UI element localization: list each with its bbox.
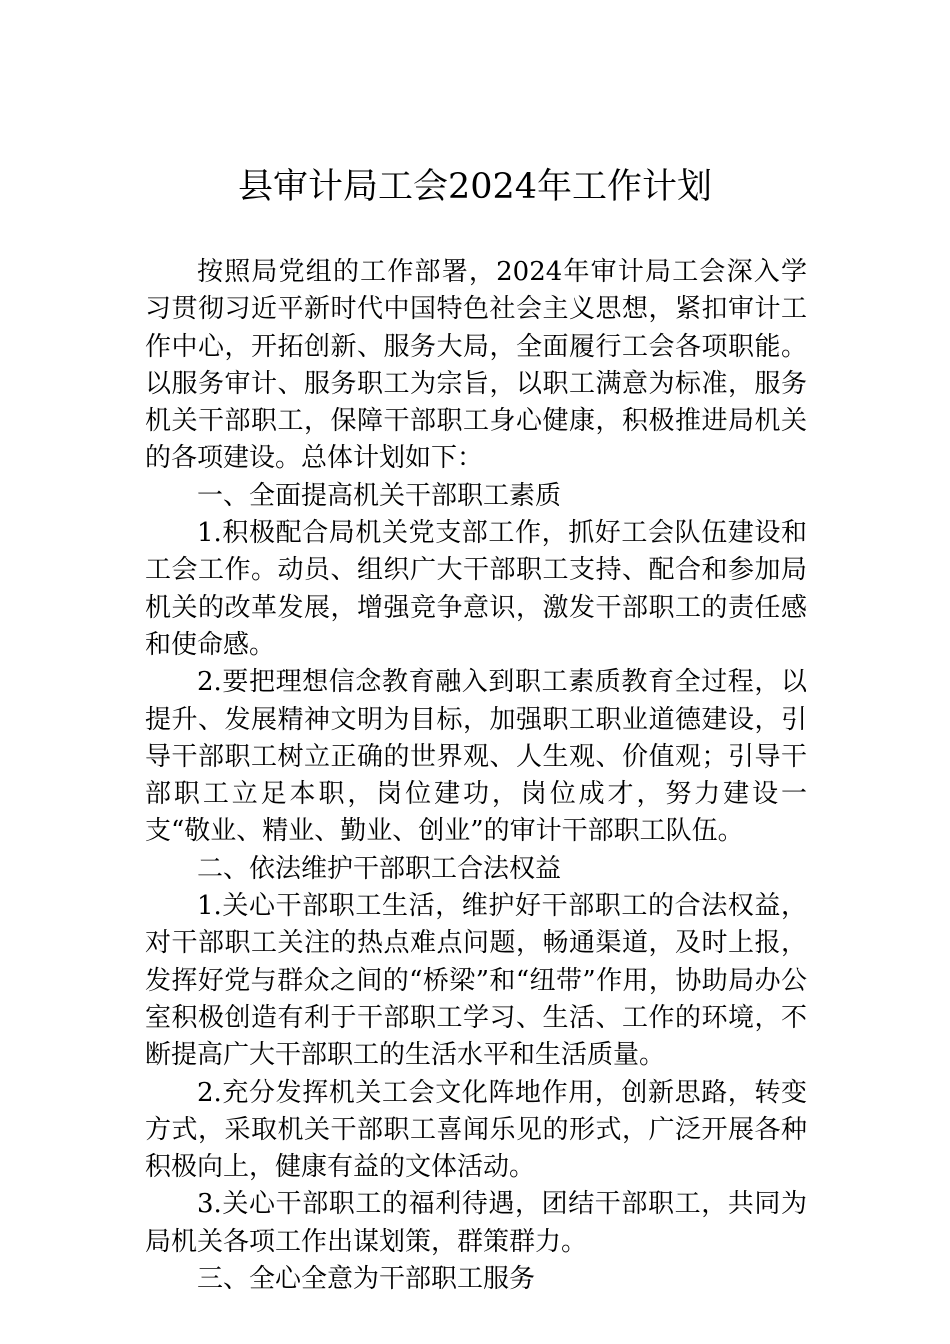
section-2-item-2: 2.充分发挥机关工会文化阵地作用，创新思路，转变方式，采取机关干部职工喜闻乐见的形式，广泛开展各种积极向上，健康有益的文体活动。 xyxy=(145,1077,807,1183)
section-2-item-3: 3.关心干部职工的福利待遇，团结干部职工，共同为局机关各项工作出谋划策，群策群力。 xyxy=(145,1189,807,1257)
section-heading-1: 一、全面提高机关干部职工素质 xyxy=(197,480,562,511)
section-1-item-1: 1.积极配合局机关党支部工作，抓好工会队伍建设和工会工作。动员、组织广大干部职工支持、配合和参加局机关的改革发展，增强竞争意识，激发干部职工的责任感和使命感。 xyxy=(145,518,807,660)
intro-paragraph: 按照局党组的工作部署，2024年审计局工会深入学习贯彻习近平新时代中国特色社会主义思想，紧扣审计工作中心，开拓创新、服务大局，全面履行工会各项职能。以服务审计、服务职工为宗旨，以职工满意为标准，服务机关干部职工，保障干部职工身心健康，积极推进局机关的各项建设。总体计划如下： xyxy=(145,257,807,474)
document-title: 县审计局工会2024年工作计划 xyxy=(237,167,713,207)
section-2-item-1: 1.关心干部职工生活，维护好干部职工的合法权益，对干部职工关注的热点难点问题，畅通渠道，及时上报，发挥好党与群众之间的“桥梁”和“纽带”作用，协助局办公室积极创造有利于干部职工学习、生活、工作的环境，不断提高广大干部职工的生活水平和生活质量。 xyxy=(145,891,807,1071)
document-body xyxy=(145,254,807,1298)
section-1-item-2: 2.要把理想信念教育融入到职工素质教育全过程，以提升、发展精神文明为目标，加强职工职业道德建设，引导干部职工树立正确的世界观、人生观、价值观；引导干部职工立足本职，岗位建功，岗位成才，努力建设一支“敬业、精业、勤业、创业”的审计干部职工队伍。 xyxy=(145,667,807,847)
section-heading-3: 三、全心全意为干部职工服务 xyxy=(197,1264,536,1295)
section-heading-2: 二、依法维护干部职工合法权益 xyxy=(197,853,562,884)
